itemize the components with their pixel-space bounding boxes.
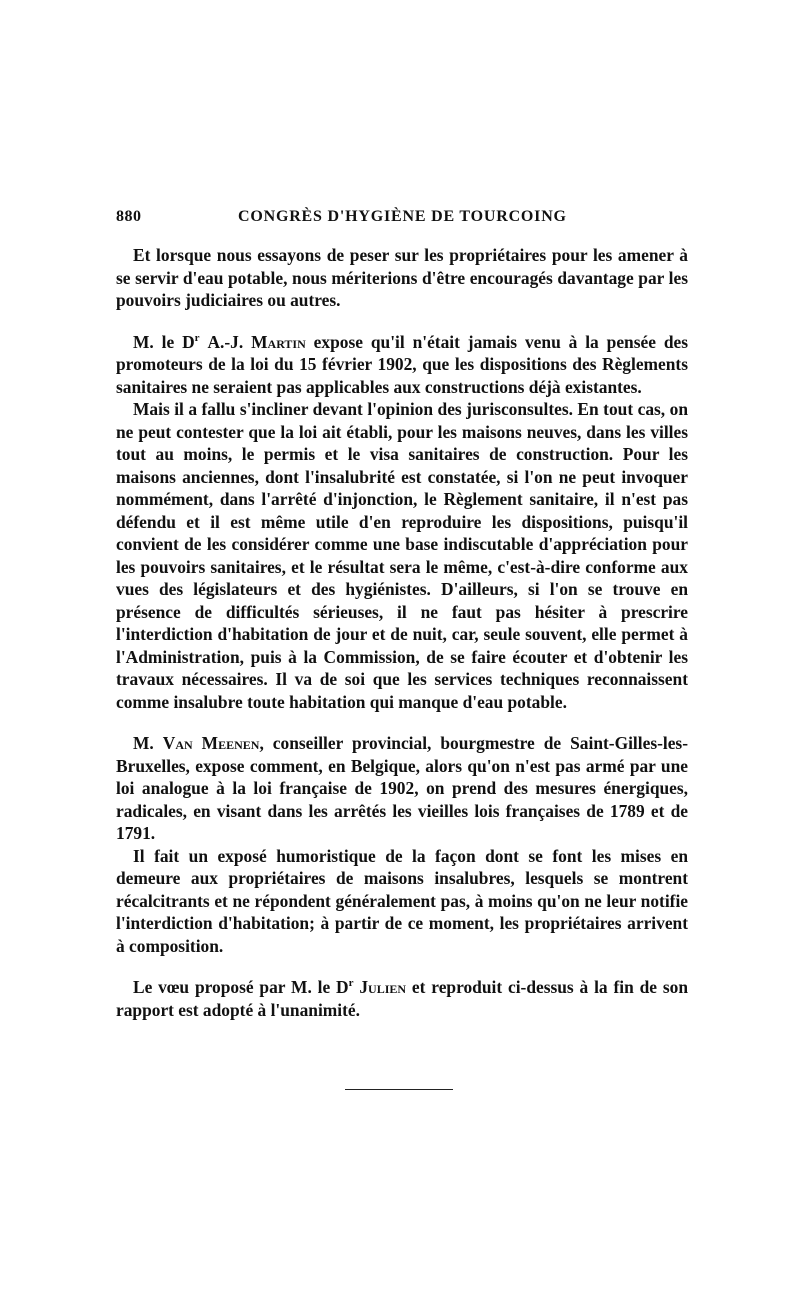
paragraph-3: Mais il a fallu s'incliner devant l'opinion des jurisconsultes. En tout cas, on ne peut contester que la loi ait établi, pour les maisons neuves, dans les villes tout au moins, le permis et le visa sanitaires de construction. Pour les maisons anciennes, dont l'insalubrité est constatée, si l'on ne peut invoquer nommément, dans l'arrêté d'injonction, le Règlement sanitaire, il n'est pas défendu et il est même utile d'en reproduire les dispositions, puisqu'il convient de les considérer comme une base indiscutable d'appréciation pour les pouvoirs sanitaires, et le résultat sera le même, c'est-à-dire conforme aux vues des législateurs et des hygiénistes. D'ailleurs, si l'on se trouve en présence de difficultés sérieuses, il ne faut pas hésiter à prescrire l'interdiction d'habitation de jour et de nuit, car, seule souvent, elle permet à l'Administration, puis à la Commission, de se faire écouter et d'obtenir les travaux nécessaires. Il va de soi que les services techniques reconnaissent comme insalubre toute habitation qui manque d'eau potable. [116,399,688,712]
speaker-name-van-meenen: Van Meenen [162,733,260,753]
page-number: 880 [116,208,142,225]
speaker-name-martin: A.-J. Martin [207,331,306,352]
section-end-rule [345,1089,453,1090]
paragraph-2 [116,331,688,399]
paragraph-6-lead: Le vœu proposé par M. le D [133,977,349,997]
doctor-superscript: r [194,331,200,344]
paragraph-5: Il fait un exposé humoristique de la façon dont se font les mises en demeure aux propriétaires de maisons insalubres, lesquels se montrent récalcitrants et ne répondent généralement pas, à moins qu'on ne leur notifie l'interdiction d'habitation; à partir de ce moment, les propriétaires arrivent à composition. [116,845,688,956]
paragraph-2-text: expose qu'il n'était jamais venu à la pensée des promoteurs de la loi du 15 février 1902, que les dispositions des Règlements sanitaires ne seraient pas applicables aux constructions déjà existantes. [116,331,688,397]
paragraph-4-lead: M. [133,733,163,753]
running-header [116,208,688,230]
paragraph-gap [116,957,688,976]
speaker-name-julien: Julien [359,977,407,997]
paragraph-6-text: et reproduit ci-dessus à la fin de son rapport est adopté à l'unanimité. [116,977,688,1020]
running-title: CONGRÈS D'HYGIÈNE DE TOURCOING [238,208,567,225]
paragraph-4-text: , conseiller provincial, bourgmestre de Saint-Gilles-les-Bruxelles, expose comment, en Belgique, alors qu'on n'est pas armé par une loi analogue à la loi française de 1902, on prend des mesures énergiques, radicales, en visant dans les arrêtés les vieilles lois françaises de 1789 et de 1791. [116,733,688,843]
doctor-superscript: r [348,977,354,990]
body-text [116,244,688,1021]
paragraph-gap [116,713,688,732]
paragraph-1: Et lorsque nous essayons de peser sur les propriétaires pour les amener à se servir d'eau potable, nous mériterions d'être encouragés davantage par les pouvoirs judiciaires ou autres. [116,245,688,310]
paragraph-gap [116,312,688,331]
paragraph-4 [116,732,688,845]
paragraph-6 [116,976,688,1021]
paragraph-2-lead: M. le D [133,331,195,352]
